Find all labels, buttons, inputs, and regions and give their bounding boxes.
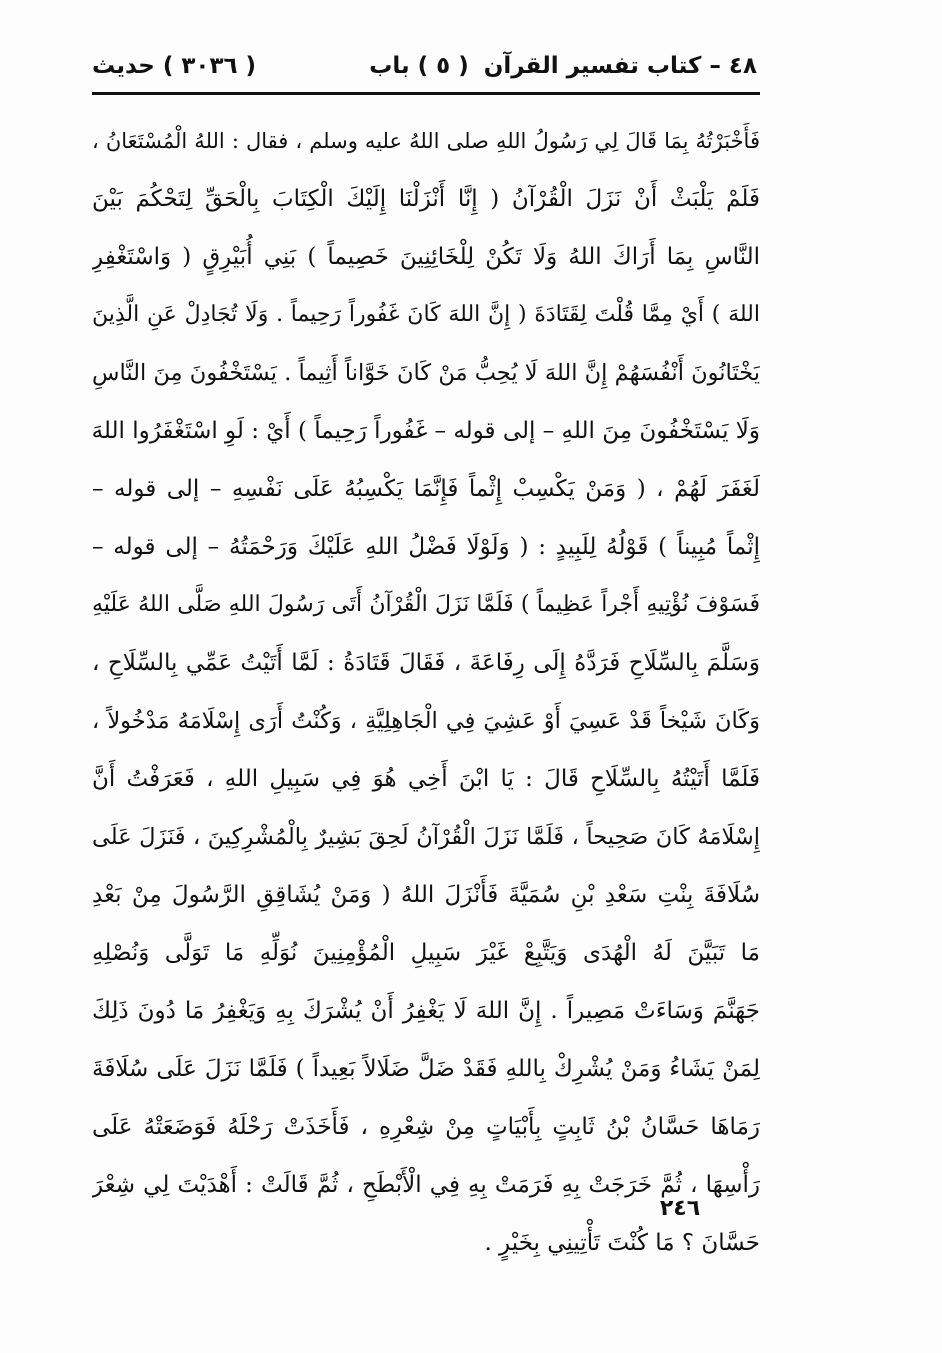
text-line: وَكَانَ شَيْخاً قَدْ عَسِيَ أَوْ عَشِيَ فِي الْجَاهِلِيَّةِ ، وَكُنْتُ أَرَى إِسْلَامَهُ مَدْخُولاً ، <box>92 708 760 734</box>
text-line: يَخْتَانُونَ أَنْفُسَهُمْ إِنَّ اللهَ لَا يُحِبُّ مَنْ كَانَ خَوَّاناً أَثِيماً . يَسْتَخْفُونَ مِنَ النَّاسِ <box>92 360 760 386</box>
text-line: لِمَنْ يَشَاءُ وَمَنْ يُشْرِكْ بِاللهِ فَقَدْ ضَلَّ ضَلَالاً بَعِيداً ) فَلَمَّا نَزَلَ عَلَى سُلَافَةَ <box>92 1056 760 1082</box>
page-number: ٢٤٦ <box>659 1196 701 1221</box>
header-rule <box>92 92 760 95</box>
text-line: وَسَلَّمَ بِالسِّلَاحِ فَرَدَّهُ إِلَى رِفَاعَةَ ، فَقَالَ قَتَادَةُ : لَمَّا أَتَيْتُ عَمِّي بِالسِّلَاحِ ، <box>92 650 760 676</box>
hadith-number: ( ٣٠٣٦ ) حديث <box>92 53 257 79</box>
book-title: ٤٨ – كتاب تفسير القرآن <box>483 53 757 79</box>
text-line: إِسْلَامَهُ كَانَ صَحِيحاً ، فَلَمَّا نَزَلَ الْقُرْآنُ لَحِقَ بَشِيرٌ بِالْمُشْرِكِينَ ، فَنَزَلَ عَلَى <box>92 824 760 850</box>
text-line: رَأْسِهَا ، ثُمَّ خَرَجَتْ بِهِ فَرَمَتْ بِهِ فِي الْأَبْطَحِ ، ثُمَّ قَالَتْ : أَهْدَيْتَ لِي شِعْرَ <box>92 1172 760 1198</box>
text-line: اللهَ ) أَيْ مِمَّا قُلْتَ لِقَتَادَةَ ( إِنَّ اللهَ كَانَ غَفُوراً رَحِيماً . وَلَا تُجَادِلْ عَنِ الَّذِينَ <box>92 302 760 327</box>
page-header <box>92 44 757 88</box>
text-line: مَا تَبَيَّنَ لَهُ الْهُدَى وَيَتَّبِعْ غَيْرَ سَبِيلِ الْمُؤْمِنِينَ نُوَلِّهِ مَا تَوَلَّى وَنُصْلِهِ <box>92 940 760 966</box>
text-line: وَلَا يَسْتَخْفُونَ مِنَ اللهِ – إلى قوله – غَفُوراً رَحِيماً ) أَيْ : لَوِ اسْتَغْفَرُوا اللهَ <box>92 418 760 444</box>
text-line: فَأَخْبَرْتُهُ بِمَا قَالَ لِي رَسُولُ اللهِ صلى اللهُ عليه وسلم ، فقال : اللهُ الْمُسْتَعَانُ ، <box>92 129 760 153</box>
text-line: سُلَافَةَ بِنْتِ سَعْدِ بْنِ سُمَيَّةَ فَأَنْزَلَ اللهُ ( وَمَنْ يُشَاقِقِ الرَّسُولَ مِنْ بَعْدِ <box>92 882 760 908</box>
text-line: حَسَّانَ ؟ مَا كُنْتَ تَأْتِينِي بِخَيْرٍ . <box>484 1230 760 1256</box>
text-line: فَلَمَّا أَتَيْتُهُ بِالسِّلَاحِ قَالَ : يَا ابْنَ أَخِي هُوَ فِي سَبِيلِ اللهِ ، فَعَرَفْتُ أَنَّ <box>92 766 760 792</box>
text-line: رَمَاهَا حَسَّانُ بْنُ ثَابِتٍ بِأَبْيَاتٍ مِنْ شِعْرِهِ ، فَأَخَذَتْ رَحْلَهُ فَوَضَعَتْهُ عَلَى <box>92 1114 760 1140</box>
chapter-label: ( ٥ ) باب <box>369 53 469 79</box>
text-line: فَسَوْفَ نُؤْتِيهِ أَجْراً عَظِيماً ) فَلَمَّا نَزَلَ الْقُرْآنُ أَتَى رَسُولَ اللهِ صَلَّى اللهُ عَلَيْهِ <box>92 592 760 617</box>
text-line: جَهَنَّمَ وَسَاءَتْ مَصِيراً . إِنَّ اللهَ لَا يَغْفِرُ أَنْ يُشْرَكَ بِهِ وَيَغْفِرُ مَا دُونَ ذَلِكَ <box>92 998 760 1024</box>
text-line: النَّاسِ بِمَا أَرَاكَ اللهُ وَلَا تَكُنْ لِلْخَائِنِينَ خَصِيماً ) بَنِي أُبَيْرِقٍ ( وَاسْتَغْفِرِ <box>92 244 760 270</box>
body-text <box>92 112 760 1272</box>
text-line: فَلَمْ يَلْبَثْ أَنْ نَزَلَ الْقُرْآنُ ( إِنَّا أَنْزَلْنَا إِلَيْكَ الْكِتَابَ بِالْحَقِّ لِتَحْكُمَ بَيْنَ <box>92 186 760 212</box>
text-line: إِثْماً مُبِيناً ) قَوْلُهُ لِلَبِيدٍ : ( وَلَوْلَا فَضْلُ اللهِ عَلَيْكَ وَرَحْمَتُهُ – إلى قوله – <box>92 534 760 560</box>
text-line: لَغَفَرَ لَهُمْ ، ( وَمَنْ يَكْسِبْ إِثْماً فَإِنَّمَا يَكْسِبُهُ عَلَى نَفْسِهِ – إلى قوله – <box>92 476 760 502</box>
